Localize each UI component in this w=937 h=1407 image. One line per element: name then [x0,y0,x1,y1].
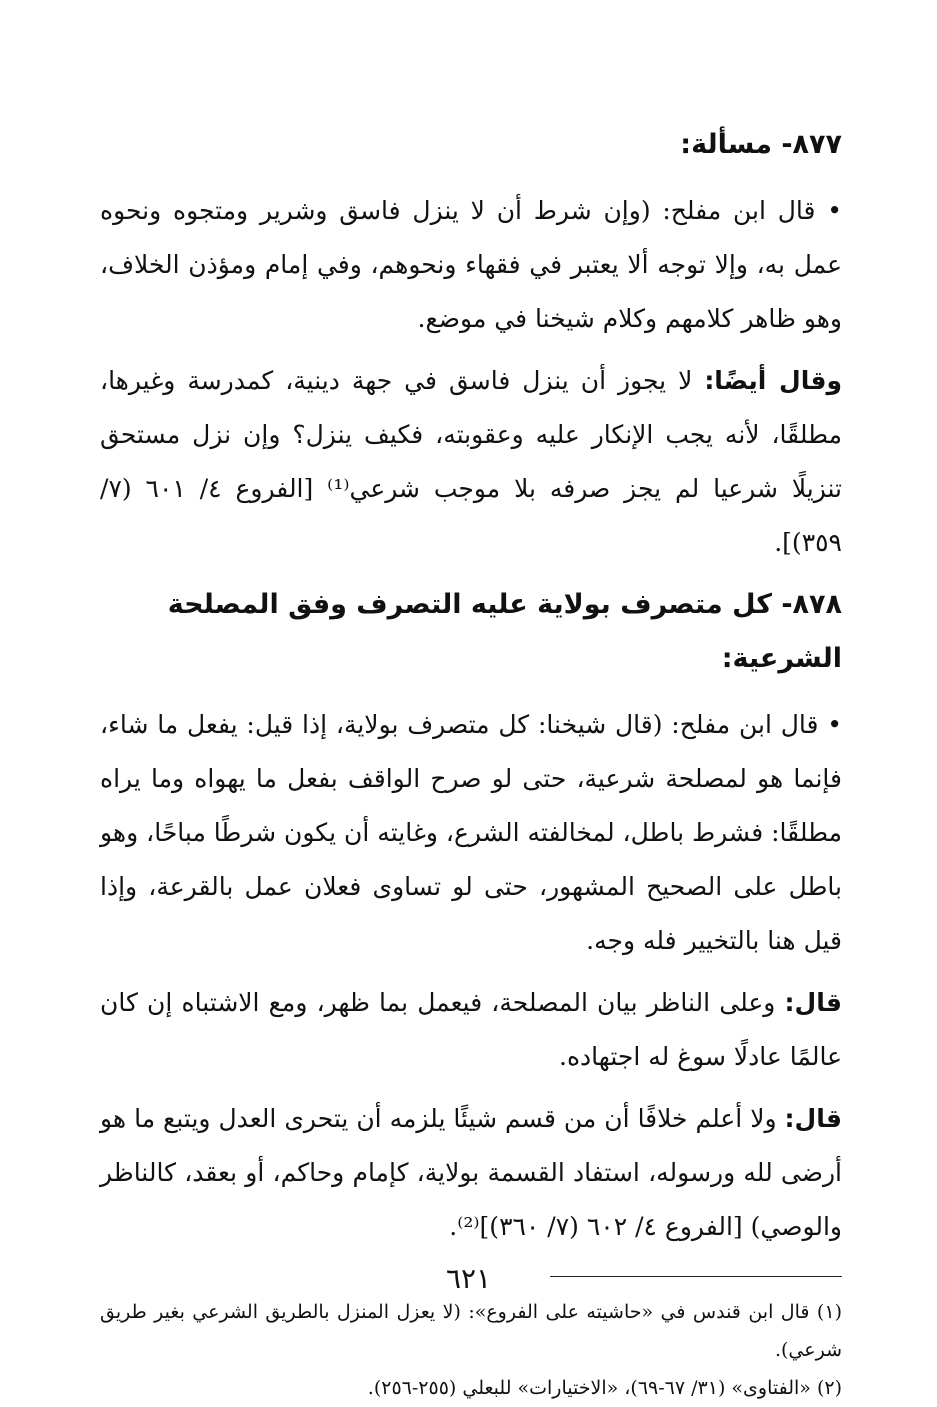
footnote-1: (١) قال ابن قندس في «حاشيته على الفروع»: (لا يعزل المنزل بالطريق الشرعي بغير طريق شرعي). [100,1301,842,1361]
paragraph-text: • قال ابن مفلح: (قال شيخنا: كل متصرف بولاية، إذا قيل: يفعل ما شاء، فإنما هو لمصلحة شرعية، حتى لو صرح الواقف بفعل ما يهواه وما يراه مطلقًا: فشرط باطل، لمخالفته الشرع، وغايته أن يكون شرطًا مباحًا، وهو باطل على الصحيح المشهور، حتى لو تساوى فعلان عمل بالقرعة، وإذا قيل هنا بالتخيير فله وجه. [100,710,842,955]
paragraph-text: ولا أعلم خلافًا أن من قسم شيئًا يلزمه أن يتحرى العدل ويتبع ما هو أرضى لله ورسوله، استفاد القسمة بولاية، كإمام وحاكم، أو بعقد، كالناظر والوصي) [الفروع ٤/ ٦٠٢ (٧/ ٣٦٠)]⁽²⁾. [100,1104,842,1241]
footnote-2: (٢) «الفتاوى» (٣١/ ٦٧-٦٩)، «الاختيارات» للبعلي (٢٥٥-٢٥٦). [367,1377,842,1399]
paragraph-lead: وقال أيضًا: [704,366,843,395]
section-heading-878: ٨٧٨- كل متصرف بولاية عليه التصرف وفق المصلحة الشرعية: [167,589,842,674]
paragraph-lead: قال: [784,1104,842,1133]
paragraph [100,1092,842,1254]
paragraph [100,976,842,1084]
paragraph-text: لا يجوز أن ينزل فاسق في جهة دينية، كمدرسة وغيرها، مطلقًا، لأنه يجب الإنكار عليه وعقوبته، فكيف ينزل؟ وإن نزل مستحق تنزيلًا شرعيا لم يجز صرفه بلا موجب شرعي⁽¹⁾ [الفروع ٤/ ٦٠١ (٧/ ٣٥٩)]. [100,366,843,557]
page-number: ٦٢١ [445,1262,492,1295]
paragraph-lead: قال: [784,988,842,1017]
paragraph [100,698,842,968]
paragraph [100,184,842,346]
paragraph-text: وعلى الناظر بيان المصلحة، فيعمل بما ظهر، ومع الاشتباه إن كان عالمًا عادلًا سوغ له اجتهاده. [100,988,842,1071]
paragraph [100,354,842,570]
section-heading-877: ٨٧٧- مسألة: [680,129,842,160]
paragraph-text: • قال ابن مفلح: (وإن شرط أن لا ينزل فاسق وشرير ومتجوه ونحوه عمل به، وإلا توجه ألا يعتبر في فقهاء ونحوهم، وفي إمام ومؤذن الخلاف، وهو ظاهر كلامهم وكلام شيخنا في موضع. [100,196,842,333]
